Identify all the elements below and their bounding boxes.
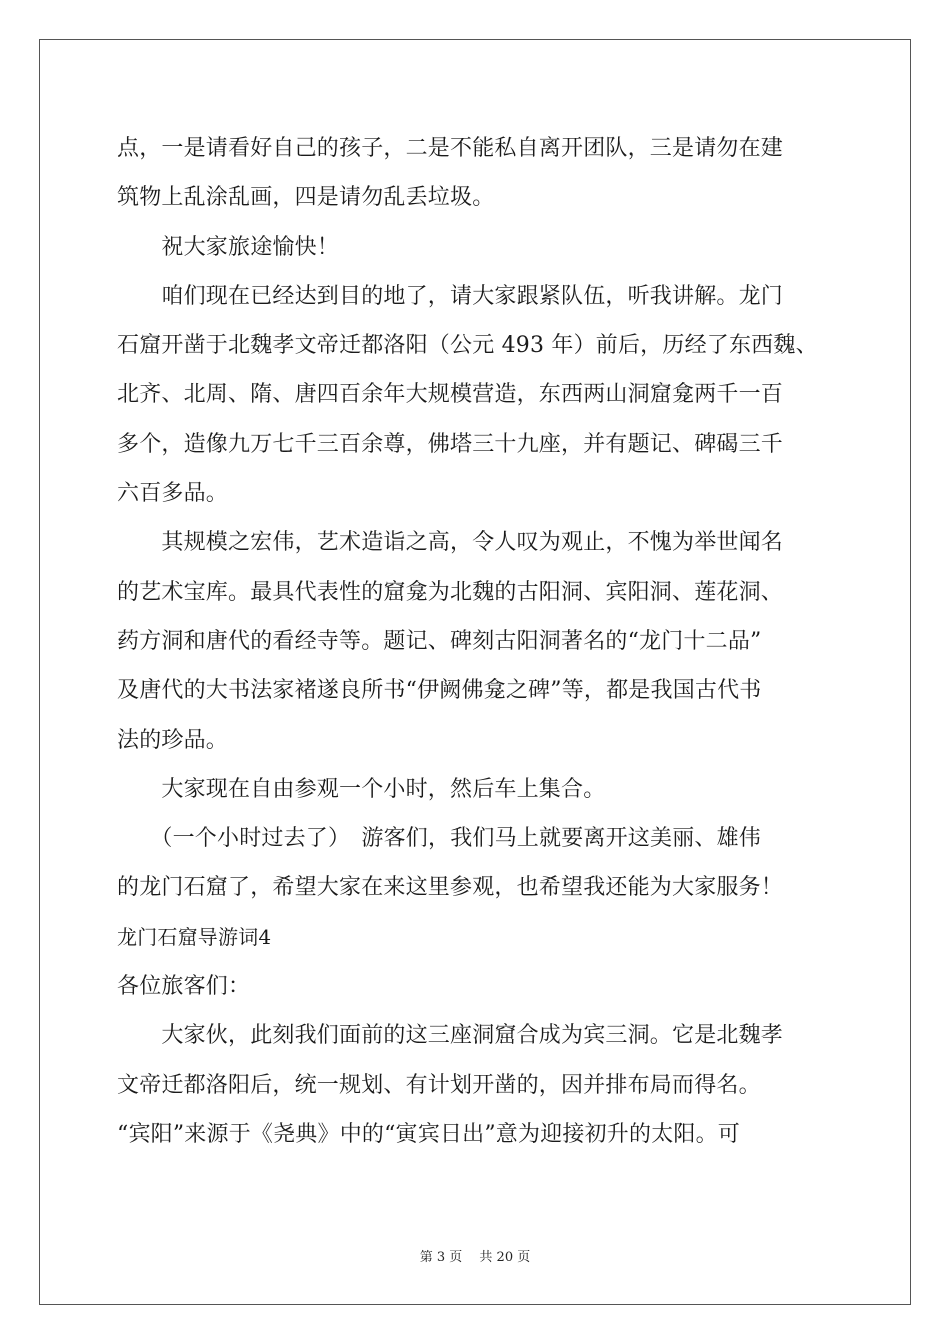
text-line: 大家现在自由参观一个小时，然后车上集合。 [117, 776, 606, 802]
text-line: 六百多品。 [117, 481, 229, 507]
text-line: 各位旅客们： [117, 974, 251, 1000]
text-line: 的艺术宝库。最具代表性的窟龛为北魏的古阳洞、宾阳洞、莲花洞、 [117, 579, 784, 605]
text-line: 文帝迁都洛阳后，统一规划、有计划开凿的，因并排布局而得名。 [117, 1072, 761, 1098]
text-line: 北齐、北周、隋、唐四百余年大规模营造，东西两山洞窟龛两千一百 [117, 382, 784, 408]
text-line: 咱们现在已经达到目的地了，请大家跟紧队伍，听我讲解。龙门 [117, 283, 784, 309]
page-number-footer: 第 3 页 共 20 页 [419, 1250, 531, 1265]
text-line: （一个小时过去了） 游客们，我们马上就要离开这美丽、雄伟 [117, 826, 762, 852]
text-line: 大家伙，此刻我们面前的这三座洞窟合成为宾三洞。它是北魏孝 [117, 1023, 784, 1049]
text-line: 多个，造像九万七千三百余尊，佛塔三十九座，并有题记、碑碣三千 [117, 431, 784, 457]
text-line: 及唐代的大书法家褚遂良所书“伊阙佛龛之碑”等，都是我国古代书 [117, 678, 762, 704]
text-line: 点，一是请看好自己的孩子，二是不能私自离开团队，三是请勿在建 [117, 136, 784, 161]
section-title: 龙门石窟导游词4 [117, 924, 272, 949]
text-line: 祝大家旅途愉快！ [117, 234, 340, 260]
text-line: 其规模之宏伟，艺术造诣之高，令人叹为观止，不愧为举世闻名 [117, 530, 784, 556]
document-body [117, 130, 837, 1165]
text-line: 石窟开凿于北魏孝文帝迁都洛阳（公元 493 年）前后，历经了东西魏、 [117, 333, 818, 359]
text-line: 筑物上乱涂乱画，四是请勿乱丢垃圾。 [117, 185, 495, 211]
text-line: 的龙门石窟了，希望大家在来这里参观，也希望我还能为大家服务！ [117, 875, 784, 901]
text-line: 法的珍品。 [117, 727, 229, 753]
text-line: “宾阳”来源于《尧典》中的“寅宾日出”意为迎接初升的太阳。可 [117, 1121, 740, 1147]
text-line: 药方洞和唐代的看经寺等。题记、碑刻古阳洞著名的“龙门十二品” [117, 628, 762, 654]
